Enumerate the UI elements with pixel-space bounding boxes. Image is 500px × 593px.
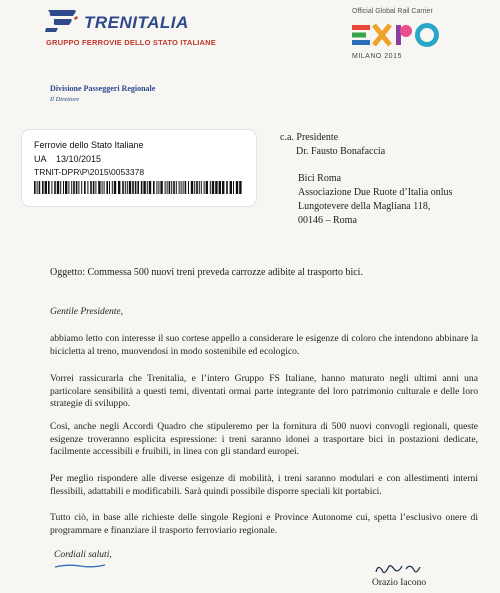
body-paragraph-3: Così, anche negli Accordi Quadro che stipuleremo per la fornitura di 500 nuovi convogli regionali, queste esigenze troveranno esplicita espressione: i treni saranno idonei a trasportare bici in postazioni dedicate, facilmente accessibili e fruibili, in linea con gli standard europei.	[50, 421, 478, 458]
signer-name: Orazio Iacono	[372, 578, 427, 588]
closing-underline-stroke	[54, 563, 106, 569]
protocol-number: TRNIT-DPR\P\2015\0053378	[34, 167, 145, 177]
letter-salutation: Gentile Presidente,	[50, 307, 123, 317]
division-name: Divisione Passeggeri Regionale	[50, 84, 156, 93]
body-paragraph-1: abbiamo letto con interesse il suo cortese appello a considerare le esigenze di coloro che intendono abbinare la bicicletta al treno, muovendosi in modo sostenibile ed ecologico.	[50, 333, 478, 357]
barcode-image	[34, 181, 244, 194]
address-street: Lungotevere della Magliana 118,	[298, 201, 431, 212]
recipient-attention	[280, 131, 385, 159]
expo-logo	[352, 8, 462, 64]
letter-subject: Oggetto: Commessa 500 nuovi treni preveda carrozze adibite al trasporto bici.	[50, 267, 363, 278]
protocol-label	[22, 130, 256, 206]
body-paragraph-4: Per meglio rispondere alle diverse esigenze di mobilità, i treni saranno modulari e con allestimenti interni flessibili, adattabili e modificabili. Sarà quindi possibile disporre speciali kit portabici.	[50, 473, 478, 497]
protocol-issuer: Ferrovie dello Stato Italiane	[34, 140, 144, 150]
body-paragraph-2: Vorrei rassicurarla che Trenitalia, e l’intero Gruppo FS Italiane, hanno maturato negli ultimi anni una particolare sensibilità a questi temi, diventati ormai parte integrante del loro patrimonio culturale e delle loro strategie di sviluppo.	[50, 373, 478, 410]
recipient-address	[298, 172, 452, 228]
letter-closing: Cordiali saluti,	[54, 550, 112, 560]
recipient-role: c.a. Presidente	[280, 132, 339, 143]
recipient-name: Dr. Fausto Bonafaccia	[296, 146, 386, 157]
address-organization: Bici Roma	[298, 173, 342, 184]
body-paragraph-5: Tutto ciò, in base alle richieste delle singole Regioni e Province Autonome cui, spetta l’esclusivo onere di programmare e finanziare il trasporto ferroviario regionale.	[50, 512, 478, 536]
group-name: GRUPPO FERROVIE DELLO STATO ITALIANE	[46, 38, 216, 47]
protocol-date: UA 13/10/2015	[34, 154, 102, 164]
brand-name: TRENITALIA	[84, 13, 189, 32]
expo-city: MILANO 2015	[352, 53, 402, 60]
fs-logo-icon	[44, 6, 80, 34]
division-role: Il Direttore	[50, 96, 80, 103]
address-association: Associazione Due Ruote d’Italia onlus	[298, 187, 453, 198]
carrier-label: Official Global Rail Carrier	[352, 8, 433, 15]
trenitalia-logo	[44, 6, 254, 52]
expo-mark-icon	[352, 22, 440, 48]
address-city: 00146 – Roma	[298, 215, 357, 226]
